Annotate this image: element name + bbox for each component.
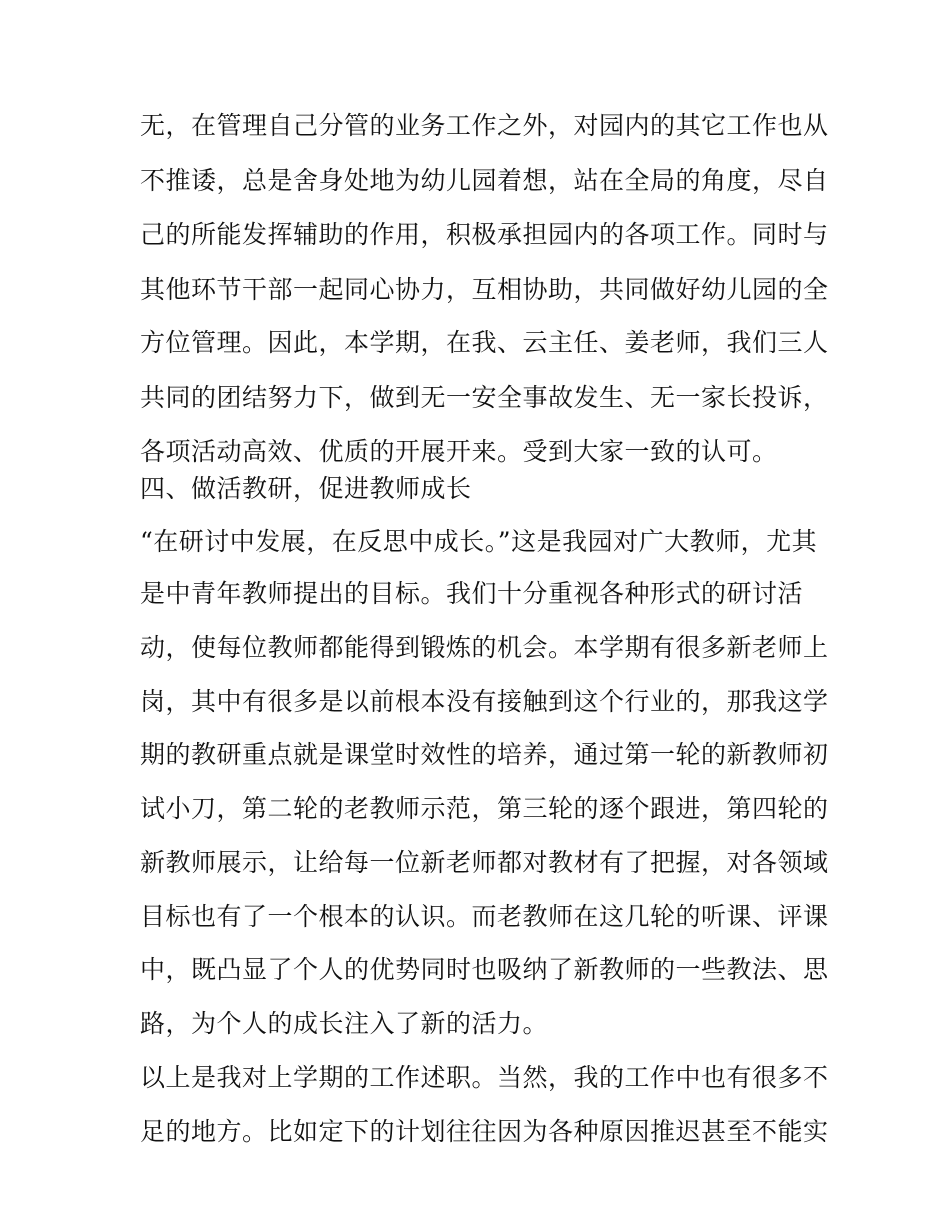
text-line: 共同的团结努力下，做到无一安全事故发生、无一家长投诉， xyxy=(140,383,829,412)
text-line: 目标也有了一个根本的认识。而老教师在这几轮的听课、评课 xyxy=(140,902,829,931)
text-line: 动，使每位教师都能得到锻炼的机会。本学期有很多新老师上 xyxy=(140,633,829,662)
text-line: 其他环节干部一起同心协力，互相协助，共同做好幼儿园的全 xyxy=(140,275,829,304)
text-line: 不推诿，总是舍身处地为幼儿园着想，站在全局的角度，尽自 xyxy=(140,166,829,195)
text-line: “在研讨中发展，在反思中成长。”这是我园对广大教师，尤其 xyxy=(140,527,818,556)
text-line: 新教师展示，让给每一位新老师都对教材有了把握，对各领域 xyxy=(140,848,829,877)
text-line: 试小刀，第二轮的老教师示范，第三轮的逐个跟进，第四轮的 xyxy=(140,794,829,823)
text-line: 岗，其中有很多是以前根本没有接触到这个行业的，那我这学 xyxy=(140,687,829,716)
text-line: 路，为个人的成长注入了新的活力。 xyxy=(140,1009,549,1038)
section-heading: 四、做活教研，促进教师成长 xyxy=(140,474,472,503)
text-line: 己的所能发挥辅助的作用，积极承担园内的各项工作。同时与 xyxy=(140,220,829,249)
text-line: 方位管理。因此，本学期，在我、云主任、姜老师，我们三人 xyxy=(140,328,829,357)
text-line: 无，在管理自己分管的业务工作之外，对园内的其它工作也从 xyxy=(140,111,829,140)
text-line: 期的教研重点就是课堂时效性的培养，通过第一轮的新教师初 xyxy=(140,740,829,769)
text-line: 以上是我对上学期的工作述职。当然，我的工作中也有很多不 xyxy=(140,1063,829,1092)
text-line: 足的地方。比如定下的计划往往因为各种原因推迟甚至不能实 xyxy=(140,1117,829,1146)
text-line: 中，既凸显了个人的优势同时也吸纳了新教师的一些教法、思 xyxy=(140,955,829,984)
text-line: 是中青年教师提出的目标。我们十分重视各种形式的研讨活 xyxy=(140,579,804,608)
text-line: 各项活动高效、优质的开展开来。受到大家一致的认可。 xyxy=(140,437,778,466)
